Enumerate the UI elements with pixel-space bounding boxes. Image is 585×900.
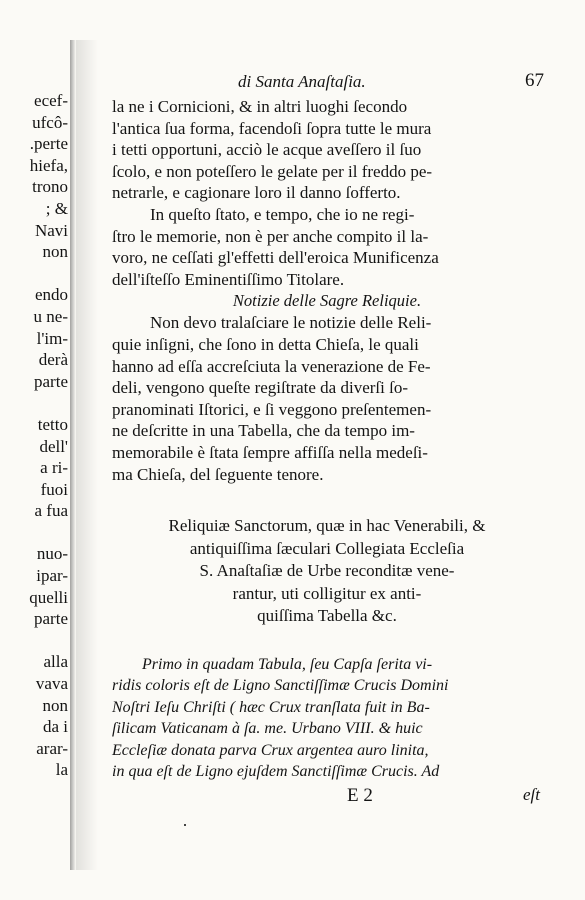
italic-line: ſilicam Vaticanam à ſa. me. Urbano VIII. & huic	[112, 720, 423, 738]
latin-line: Reliquiæ Sanctorum, quæ in hac Venerabili, &	[168, 516, 486, 536]
latin-line: rantur, uti colligitur ex anti-	[232, 583, 422, 603]
latin-line: S. Anaſtaſiæ de Urbe reconditæ vene-	[199, 561, 455, 581]
italic-line: ridis coloris eſt de Ligno Sanctiſſimæ Crucis Domini	[112, 677, 449, 695]
signature-mark: E 2	[347, 784, 373, 806]
italic-line: in qua eſt de Ligno ejuſdem Sanctiſſimæ Crucis. Ad	[112, 763, 440, 781]
text-line: l'antica ſua forma, facendoſi ſopra tutte le mura	[112, 118, 432, 138]
text-line: pranominati Iſtorici, e ſi veggono preſentemen-	[112, 399, 432, 419]
ink-speck	[184, 824, 186, 826]
catchword: eſt	[523, 784, 540, 804]
gutter-shadow	[76, 40, 98, 870]
left-line-fragment: u ne-	[33, 306, 68, 326]
left-line-fragment: nuo-	[36, 544, 68, 564]
text-line: voro, ne ceſſati gl'effetti dell'eroica Munificenza	[112, 248, 439, 268]
left-line-fragment: derà	[38, 350, 68, 370]
left-line-fragment: la	[55, 760, 68, 780]
left-line-fragment: parte	[34, 371, 68, 391]
left-line-fragment	[0, 522, 68, 544]
page-footer	[112, 785, 542, 811]
left-line-fragment: vava	[35, 674, 68, 694]
paragraph-3	[112, 312, 542, 485]
latin-line: antiquiſſima ſæculari Collegiata Eccleſia	[189, 538, 465, 558]
latin-title-block	[112, 515, 542, 628]
relic-description	[112, 654, 542, 783]
left-line-fragment: tetto	[37, 414, 68, 434]
left-line-fragment	[0, 630, 68, 652]
running-head-title: di Santa Anaſtaſia.	[238, 72, 366, 91]
left-line-fragment: a fua	[34, 501, 68, 521]
left-line-fragment: parte	[34, 609, 68, 629]
text-line: netrarle, e cagionare loro il danno ſofferto.	[112, 183, 401, 203]
left-line-fragment: ipar-	[36, 566, 68, 586]
section-heading: Notizie delle Sagre Reliquie.	[232, 291, 422, 311]
italic-line: Eccleſiæ donata parva Crux argentea auro linita,	[112, 741, 429, 759]
running-head	[112, 70, 542, 96]
left-line-fragment	[0, 392, 68, 414]
text-line: quie inſigni, che ſono in detta Chieſa, le quali	[112, 334, 419, 354]
text-line: deli, vengono queſte regiſtrate da diverſi ſo-	[112, 378, 408, 398]
left-line-fragment: dell'	[39, 436, 68, 456]
left-line-fragment: trono	[32, 177, 68, 197]
left-line-fragment: alla	[43, 652, 68, 672]
left-line-fragment: .perte	[29, 134, 68, 154]
left-line-fragment: ecef-	[34, 91, 68, 110]
italic-line: Primo in quadam Tabula, ſeu Capſa ſerita vi-	[142, 655, 433, 673]
left-line-fragment: arar-	[36, 738, 68, 758]
left-line-fragment: non	[42, 695, 68, 715]
left-line-fragment: Navi	[34, 220, 68, 240]
left-line-fragment: ufcô-	[32, 112, 68, 132]
text-line: ſcolo, e non poteſſero le gelate per il freddo pe-	[112, 161, 433, 181]
text-line: In queſto ſtato, e tempo, che io ne regi-	[150, 204, 415, 224]
text-line: ne deſcritte in una Tabella, che da tempo im-	[112, 421, 415, 441]
left-page-fragment	[0, 90, 68, 781]
text-line: hanno ad eſſa accreſciuta la venerazione de Fe-	[112, 356, 431, 376]
left-line-fragment: da i	[42, 717, 68, 737]
text-line: i tetti opportuni, acciò le acque aveſſero il ſuo	[112, 140, 422, 160]
text-line: la ne i Cornicioni, & in altri luoghi ſecondo	[112, 97, 408, 116]
page-number: 67	[525, 70, 544, 91]
paragraph-1	[112, 96, 542, 204]
italic-line: Noſtri Ieſu Chriſti ( hæc Crux tranſlata fuit in Ba-	[112, 698, 430, 716]
left-line-fragment: ; &	[45, 198, 68, 218]
text-line: dell'iſteſſo Eminentiſſimo Titolare.	[112, 269, 345, 289]
left-line-fragment: l'im-	[36, 328, 68, 348]
left-line-fragment: endo	[34, 285, 68, 305]
left-line-fragment: fuoi	[40, 479, 68, 499]
left-line-fragment: a ri-	[40, 458, 68, 478]
right-page	[112, 70, 542, 811]
paragraph-2	[112, 204, 542, 290]
latin-line: quiſſima Tabella &c.	[257, 606, 397, 626]
text-line: Non devo tralaſciare le notizie delle Reli-	[150, 313, 432, 333]
text-line: ma Chieſa, del ſeguente tenore.	[112, 464, 324, 484]
left-line-fragment: hiefa,	[29, 155, 68, 175]
left-line-fragment	[0, 263, 68, 285]
text-line: memorabile è ſtata ſempre affiſſa nella medeſi-	[112, 442, 428, 462]
left-line-fragment: quelli	[29, 587, 68, 607]
text-line: ſtro le memorie, non è per anche compito il la-	[112, 226, 429, 246]
left-line-fragment: non	[42, 242, 68, 262]
